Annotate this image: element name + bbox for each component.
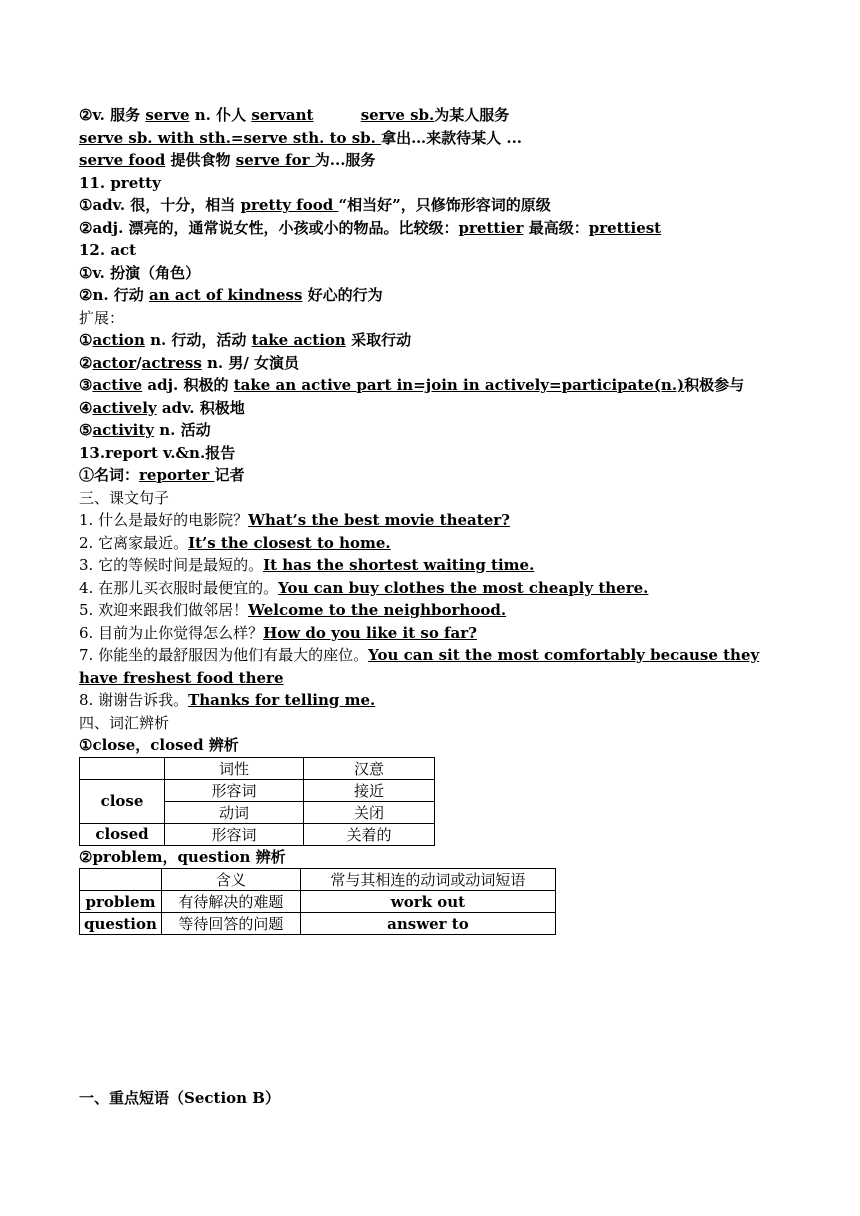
sentence-en: You can sit the most comfortably because they have freshest food there — [79, 646, 760, 687]
sentence-en: Thanks for telling me. — [188, 691, 376, 709]
term-serve-food: serve food — [79, 151, 166, 169]
line-extension: 扩展： — [79, 308, 125, 327]
line-serve-verb — [79, 104, 779, 127]
line-act-verb: ①v. 扮演（角色） — [79, 263, 201, 282]
table-cell: close — [80, 779, 165, 823]
sentence-en: What’s the best movie theater? — [248, 511, 510, 529]
line-serve-food — [79, 149, 779, 172]
text: 为...服务 — [314, 151, 376, 169]
line-actively — [79, 397, 779, 420]
sentence-en: You can buy clothes the most cheaply there. — [278, 578, 649, 597]
table-cell: 等待回答的问题 — [161, 913, 300, 935]
line-actor — [79, 352, 779, 375]
sentence-item — [79, 509, 779, 532]
table-row — [80, 891, 556, 913]
text: ①名词： — [79, 466, 140, 484]
heading-vocab: 四、词汇辨析 — [79, 713, 170, 732]
sentence-item — [79, 689, 779, 712]
term-serve-with: serve sb. with sth.=serve sth. to sb. — [79, 128, 382, 147]
table-close-closed — [79, 757, 435, 846]
table-cell: problem — [80, 891, 162, 913]
term-servant: servant — [251, 106, 314, 124]
text: 好心的行为 — [302, 286, 383, 304]
term-prettier: prettier — [458, 218, 524, 237]
line-active — [79, 374, 779, 397]
sentence-item — [79, 644, 779, 689]
term-actor: actor — [92, 353, 137, 372]
text: 拿出…来款待某人 ... — [381, 128, 523, 147]
text: adv. 积极地 — [156, 398, 245, 417]
text: 采取行动 — [345, 331, 412, 349]
term-reporter: reporter — [139, 466, 215, 484]
sentence-zh: 4. 在那儿买衣服时最便宜的。 — [79, 578, 279, 597]
term-serve-sb: serve sb. — [360, 106, 435, 124]
text: 为某人服务 — [434, 106, 510, 124]
text: n. 男/ 女演员 — [201, 353, 300, 372]
sentence-en: How do you like it so far? — [263, 623, 477, 642]
table-row — [80, 823, 435, 845]
term-take-active-part: take an active part in=join in actively=participate(n.) — [233, 376, 685, 394]
line-reporter — [79, 464, 779, 487]
table-cell: 接近 — [304, 779, 435, 801]
sentence-zh: 1. 什么是最好的电影院？ — [79, 511, 249, 529]
text: / — [136, 353, 142, 372]
term-serve: serve — [145, 106, 190, 124]
line-act-noun — [79, 284, 779, 307]
sentence-en: Welcome to the neighborhood. — [248, 601, 507, 619]
table-cell: work out — [300, 891, 555, 913]
text: ④ — [79, 398, 93, 417]
table-cell: closed — [80, 823, 165, 845]
text: ② — [79, 353, 93, 372]
table-cell: 有待解决的难题 — [161, 891, 300, 913]
table-cell — [80, 757, 165, 779]
term-take-action: take action — [251, 331, 346, 349]
text: 最高级： — [523, 218, 589, 237]
term-act-of-kindness: an act of kindness — [149, 286, 303, 304]
text: ②adj. 漂亮的，通常说女性，小孩或小的物品。比较级： — [79, 218, 459, 237]
term-action: action — [92, 331, 145, 349]
text: ①adv. 很，十分，相当 — [79, 196, 241, 214]
sentence-item — [79, 599, 779, 622]
term-active: active — [92, 376, 143, 394]
term-pretty-food: pretty food — [240, 196, 339, 214]
document-body — [79, 104, 779, 935]
text: 记者 — [214, 466, 245, 484]
text: 提供食物 — [165, 151, 236, 169]
sentence-en: It’s the closest to home. — [188, 533, 391, 552]
sentence-zh: 5. 欢迎来跟我们做邻居！ — [79, 601, 249, 619]
text: ③ — [79, 376, 93, 394]
subheading-problem-question: ②problem，question 辨析 — [79, 847, 286, 866]
text: “相当好”，只修饰形容词的原级 — [338, 196, 551, 214]
sentence-item — [79, 554, 779, 577]
table-row — [80, 913, 556, 935]
sentence-zh: 2. 它离家最近。 — [79, 533, 189, 552]
text: n. 活动 — [154, 421, 211, 439]
sentence-zh: 8. 谢谢告诉我。 — [79, 691, 189, 709]
table-cell: 关闭 — [304, 801, 435, 823]
text: n. 仆人 — [194, 106, 247, 124]
table-cell: 形容词 — [165, 779, 304, 801]
table-problem-question — [79, 868, 556, 935]
term-activity: activity — [92, 421, 154, 439]
text: ②v. 服务 — [79, 106, 141, 124]
table-cell: 形容词 — [165, 823, 304, 845]
sentence-item — [79, 622, 779, 645]
table-cell: answer to — [300, 913, 555, 935]
text: adj. 积极的 — [142, 376, 234, 394]
table-header-cell: 常与其相连的动词或动词短语 — [300, 869, 555, 891]
table-header-cell: 汉意 — [304, 757, 435, 779]
text: 积极参与 — [684, 376, 745, 394]
table-cell — [80, 869, 162, 891]
line-pretty-adv — [79, 194, 779, 217]
line-action — [79, 329, 779, 352]
table-header-cell: 含义 — [161, 869, 300, 891]
table-cell: 动词 — [165, 801, 304, 823]
line-activity — [79, 419, 779, 442]
subheading-close-closed: ①close，closed 辨析 — [79, 736, 239, 754]
line-serve-with — [79, 127, 779, 150]
heading-pretty: 11. pretty — [79, 173, 161, 192]
table-row — [80, 779, 435, 801]
sentence-en: It has the shortest waiting time. — [263, 556, 535, 574]
table-row — [80, 757, 435, 779]
term-serve-for: serve for — [235, 151, 315, 169]
heading-act: 12. act — [79, 241, 137, 259]
sentence-item — [79, 577, 779, 600]
text: ②n. 行动 — [79, 286, 150, 304]
term-actress: actress — [141, 353, 202, 372]
table-row — [80, 869, 556, 891]
term-prettiest: prettiest — [588, 218, 662, 237]
sentence-zh: 7. 你能坐的最舒服因为他们有最大的座位。 — [79, 646, 369, 664]
heading-text-sentences: 三、课文句子 — [79, 488, 170, 507]
sentence-zh: 3. 它的等候时间是最短的。 — [79, 556, 264, 574]
sentence-zh: 6. 目前为止你觉得怎么样？ — [79, 623, 264, 642]
text: ① — [79, 331, 93, 349]
heading-section-b: 一、重点短语（Section B） — [79, 1089, 280, 1107]
table-cell: 关着的 — [304, 823, 435, 845]
table-cell: question — [80, 913, 162, 935]
sentence-item — [79, 532, 779, 555]
text: n. 行动，活动 — [144, 331, 252, 349]
term-actively: actively — [92, 398, 157, 417]
heading-report: 13.report v.&n.报告 — [79, 443, 236, 462]
line-pretty-adj — [79, 217, 779, 240]
table-header-cell: 词性 — [165, 757, 304, 779]
text: ⑤ — [79, 421, 93, 439]
